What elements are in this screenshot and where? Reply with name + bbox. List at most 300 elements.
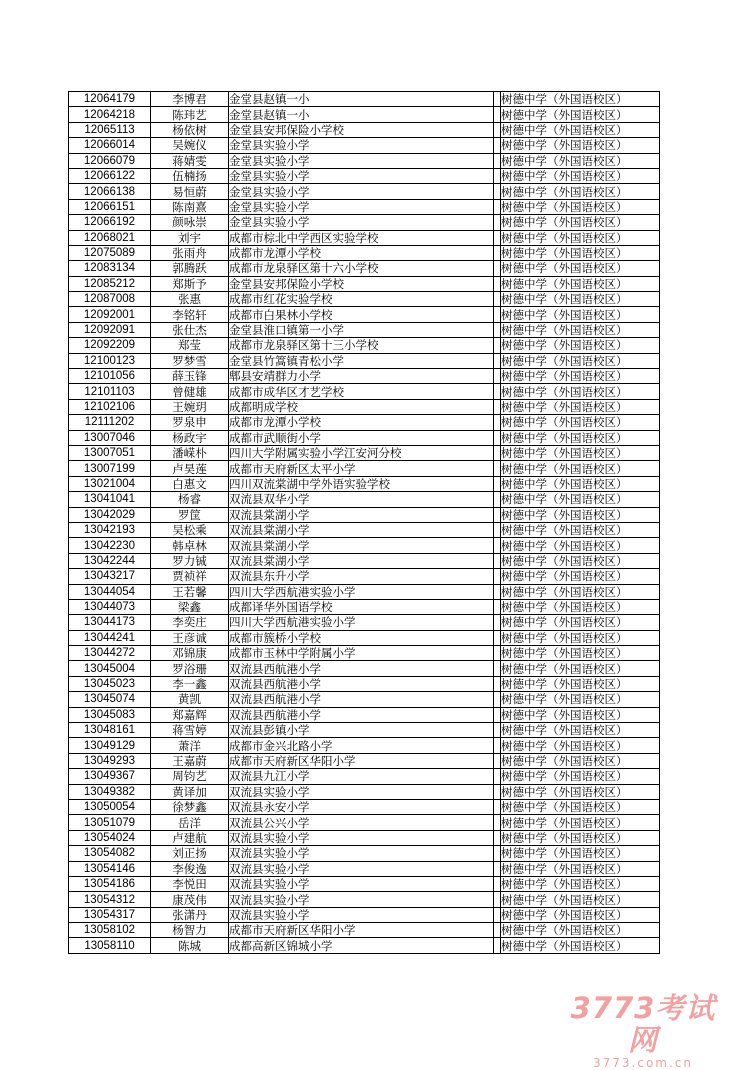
table-row <box>69 215 660 230</box>
destination-cell: 树德中学（外国语校区） <box>501 538 660 553</box>
student-name-cell: 蒋雪婷 <box>151 723 229 738</box>
student-id-cell: 12066079 <box>69 153 151 168</box>
school-cell: 双流县西航港小学 <box>229 676 494 691</box>
school-cell: 郫县安靖群力小学 <box>229 369 494 384</box>
school-cell: 双流县西航港小学 <box>229 707 494 722</box>
spacer-cell <box>494 338 501 353</box>
school-cell: 金堂县竹篙镇青松小学 <box>229 353 494 368</box>
destination-cell: 树德中学（外国语校区） <box>501 384 660 399</box>
spacer-cell <box>494 723 501 738</box>
student-name-cell: 王婉玥 <box>151 399 229 414</box>
school-cell: 双流县棠湖小学 <box>229 507 494 522</box>
student-name-cell: 罗筐 <box>151 507 229 522</box>
spacer-cell <box>494 215 501 230</box>
spacer-cell <box>494 938 501 953</box>
table-row <box>69 107 660 122</box>
student-id-cell: 13048161 <box>69 723 151 738</box>
student-name-cell: 王若馨 <box>151 584 229 599</box>
student-name-cell: 伍楠扬 <box>151 168 229 183</box>
school-cell: 双流县实验小学 <box>229 907 494 922</box>
student-id-cell: 12068021 <box>69 230 151 245</box>
school-cell: 成都市龙潭小学校 <box>229 415 494 430</box>
student-name-cell: 罗力铖 <box>151 553 229 568</box>
student-name-cell: 王嘉蔚 <box>151 753 229 768</box>
student-id-cell: 13042230 <box>69 538 151 553</box>
spacer-cell <box>494 907 501 922</box>
spacer-cell <box>494 584 501 599</box>
spacer-cell <box>494 646 501 661</box>
table-row <box>69 430 660 445</box>
destination-cell: 树德中学（外国语校区） <box>501 230 660 245</box>
student-name-cell: 白惠文 <box>151 476 229 491</box>
student-id-cell: 13049293 <box>69 753 151 768</box>
spacer-cell <box>494 892 501 907</box>
table-row <box>69 292 660 307</box>
student-id-cell: 13049382 <box>69 784 151 799</box>
student-name-cell: 岳洋 <box>151 815 229 830</box>
student-id-cell: 13049367 <box>69 769 151 784</box>
watermark-logo: 3773考试网 <box>570 991 716 1057</box>
spacer-cell <box>494 276 501 291</box>
student-name-cell: 李博君 <box>151 92 229 107</box>
table-row <box>69 938 660 953</box>
table-row <box>69 799 660 814</box>
destination-cell: 树德中学（外国语校区） <box>501 492 660 507</box>
table-row <box>69 846 660 861</box>
student-id-cell: 12102106 <box>69 399 151 414</box>
table-row <box>69 199 660 214</box>
destination-cell: 树德中学（外国语校区） <box>501 461 660 476</box>
destination-cell: 树德中学（外国语校区） <box>501 338 660 353</box>
student-id-cell: 12085212 <box>69 276 151 291</box>
table-row <box>69 892 660 907</box>
table-row <box>69 615 660 630</box>
school-cell: 双流县公兴小学 <box>229 815 494 830</box>
destination-cell: 树德中学（外国语校区） <box>501 938 660 953</box>
student-id-cell: 13054082 <box>69 846 151 861</box>
student-id-cell: 13042029 <box>69 507 151 522</box>
destination-cell: 树德中学（外国语校区） <box>501 184 660 199</box>
destination-cell: 树德中学（外国语校区） <box>501 846 660 861</box>
student-id-cell: 12100123 <box>69 353 151 368</box>
destination-cell: 树德中学（外国语校区） <box>501 476 660 491</box>
spacer-cell <box>494 369 501 384</box>
spacer-cell <box>494 553 501 568</box>
table-row <box>69 584 660 599</box>
student-name-cell: 刘宇 <box>151 230 229 245</box>
student-name-cell: 邓锦康 <box>151 646 229 661</box>
destination-cell: 树德中学（外国语校区） <box>501 646 660 661</box>
destination-cell: 树德中学（外国语校区） <box>501 245 660 260</box>
spacer-cell <box>494 199 501 214</box>
school-cell: 金堂县实验小学 <box>229 184 494 199</box>
destination-cell: 树德中学（外国语校区） <box>501 769 660 784</box>
student-id-cell: 13021004 <box>69 476 151 491</box>
school-cell: 双流县实验小学 <box>229 892 494 907</box>
spacer-cell <box>494 799 501 814</box>
destination-cell: 树德中学（外国语校区） <box>501 353 660 368</box>
destination-cell: 树德中学（外国语校区） <box>501 599 660 614</box>
school-cell: 成都市天府新区华阳小学 <box>229 753 494 768</box>
student-id-cell: 13044272 <box>69 646 151 661</box>
table-row <box>69 923 660 938</box>
student-name-cell: 李一鑫 <box>151 676 229 691</box>
student-name-cell: 李悦田 <box>151 876 229 891</box>
student-name-cell: 徐梦鑫 <box>151 799 229 814</box>
destination-cell: 树德中学（外国语校区） <box>501 815 660 830</box>
spacer-cell <box>494 322 501 337</box>
spacer-cell <box>494 292 501 307</box>
table-row <box>69 676 660 691</box>
school-cell: 双流县棠湖小学 <box>229 538 494 553</box>
student-id-cell: 13042244 <box>69 553 151 568</box>
destination-cell: 树德中学（外国语校区） <box>501 692 660 707</box>
school-cell: 成都市棕北中学西区实验学校 <box>229 230 494 245</box>
school-cell: 成都译华外国语学校 <box>229 599 494 614</box>
table-row <box>69 307 660 322</box>
table-row <box>69 707 660 722</box>
student-name-cell: 罗梦雪 <box>151 353 229 368</box>
student-name-cell: 张雨舟 <box>151 245 229 260</box>
destination-cell: 树德中学（外国语校区） <box>501 261 660 276</box>
school-cell: 双流县实验小学 <box>229 876 494 891</box>
destination-cell: 树德中学（外国语校区） <box>501 630 660 645</box>
spacer-cell <box>494 569 501 584</box>
student-name-cell: 吴婉仪 <box>151 138 229 153</box>
school-cell: 双流县东升小学 <box>229 569 494 584</box>
student-id-cell: 12101103 <box>69 384 151 399</box>
destination-cell: 树德中学（外国语校区） <box>501 507 660 522</box>
table-row <box>69 476 660 491</box>
spacer-cell <box>494 261 501 276</box>
table-row <box>69 230 660 245</box>
table-row <box>69 738 660 753</box>
spacer-cell <box>494 861 501 876</box>
table-row <box>69 184 660 199</box>
destination-cell: 树德中学（外国语校区） <box>501 738 660 753</box>
table-row <box>69 723 660 738</box>
table-row <box>69 415 660 430</box>
table-row <box>69 661 660 676</box>
spacer-cell <box>494 692 501 707</box>
student-name-cell: 罗泉申 <box>151 415 229 430</box>
student-name-cell: 张惠 <box>151 292 229 307</box>
school-cell: 四川大学西航港实验小学 <box>229 615 494 630</box>
destination-cell: 树德中学（外国语校区） <box>501 322 660 337</box>
school-cell: 双流县彭镇小学 <box>229 723 494 738</box>
spacer-cell <box>494 107 501 122</box>
student-name-cell: 张仕杰 <box>151 322 229 337</box>
school-cell: 成都市武顺街小学 <box>229 430 494 445</box>
student-name-cell: 吴松乘 <box>151 522 229 537</box>
destination-cell: 树德中学（外国语校区） <box>501 784 660 799</box>
school-cell: 成都市龙潭小学校 <box>229 245 494 260</box>
student-id-cell: 12111202 <box>69 415 151 430</box>
watermark <box>558 991 728 1070</box>
student-name-cell: 梁鑫 <box>151 599 229 614</box>
school-cell: 双流县九江小学 <box>229 769 494 784</box>
destination-cell: 树德中学（外国语校区） <box>501 707 660 722</box>
destination-cell: 树德中学（外国语校区） <box>501 799 660 814</box>
spacer-cell <box>494 769 501 784</box>
student-name-cell: 潘嵘朴 <box>151 445 229 460</box>
student-name-cell: 陈玮艺 <box>151 107 229 122</box>
school-cell: 金堂县安邦保险小学校 <box>229 276 494 291</box>
school-cell: 双流县实验小学 <box>229 861 494 876</box>
school-cell: 成都市玉林中学附属小学 <box>229 646 494 661</box>
student-id-cell: 13054186 <box>69 876 151 891</box>
student-id-cell: 13044054 <box>69 584 151 599</box>
destination-cell: 树德中学（外国语校区） <box>501 615 660 630</box>
destination-cell: 树德中学（外国语校区） <box>501 92 660 107</box>
student-name-cell: 李铭轩 <box>151 307 229 322</box>
table-row <box>69 753 660 768</box>
table-row <box>69 461 660 476</box>
table-row <box>69 338 660 353</box>
student-id-cell: 13050054 <box>69 799 151 814</box>
spacer-cell <box>494 661 501 676</box>
student-name-cell: 卢建航 <box>151 830 229 845</box>
table-row <box>69 168 660 183</box>
student-name-cell: 郑斯予 <box>151 276 229 291</box>
student-name-cell: 黄译加 <box>151 784 229 799</box>
student-id-cell: 13058102 <box>69 923 151 938</box>
destination-cell: 树德中学（外国语校区） <box>501 292 660 307</box>
student-name-cell: 郑嘉辉 <box>151 707 229 722</box>
student-name-cell: 韩卓林 <box>151 538 229 553</box>
school-cell: 金堂县赵镇一小 <box>229 92 494 107</box>
roster-body <box>69 92 660 954</box>
spacer-cell <box>494 830 501 845</box>
student-name-cell: 陈城 <box>151 938 229 953</box>
spacer-cell <box>494 168 501 183</box>
school-cell: 四川大学西航港实验小学 <box>229 584 494 599</box>
student-name-cell: 蒋婧雯 <box>151 153 229 168</box>
destination-cell: 树德中学（外国语校区） <box>501 861 660 876</box>
school-cell: 金堂县实验小学 <box>229 215 494 230</box>
school-cell: 金堂县实验小学 <box>229 138 494 153</box>
table-row <box>69 538 660 553</box>
table-row <box>69 276 660 291</box>
destination-cell: 树德中学（外国语校区） <box>501 676 660 691</box>
table-row <box>69 138 660 153</box>
table-row <box>69 245 660 260</box>
spacer-cell <box>494 138 501 153</box>
student-name-cell: 易恒蔚 <box>151 184 229 199</box>
destination-cell: 树德中学（外国语校区） <box>501 122 660 137</box>
destination-cell: 树德中学（外国语校区） <box>501 415 660 430</box>
table-row <box>69 369 660 384</box>
school-cell: 双流县永安小学 <box>229 799 494 814</box>
spacer-cell <box>494 230 501 245</box>
student-id-cell: 13054317 <box>69 907 151 922</box>
destination-cell: 树德中学（外国语校区） <box>501 522 660 537</box>
destination-cell: 树德中学（外国语校区） <box>501 892 660 907</box>
spacer-cell <box>494 307 501 322</box>
table-row <box>69 553 660 568</box>
student-id-cell: 13058110 <box>69 938 151 953</box>
student-id-cell: 12101056 <box>69 369 151 384</box>
destination-cell: 树德中学（外国语校区） <box>501 168 660 183</box>
student-name-cell: 杨依树 <box>151 122 229 137</box>
watermark-url: 3773.com.cn <box>593 1056 693 1070</box>
destination-cell: 树德中学（外国语校区） <box>501 723 660 738</box>
school-cell: 金堂县实验小学 <box>229 199 494 214</box>
student-id-cell: 12083134 <box>69 261 151 276</box>
student-id-cell: 12064218 <box>69 107 151 122</box>
school-cell: 成都市龙泉驿区第十三小学校 <box>229 338 494 353</box>
school-cell: 双流县实验小学 <box>229 784 494 799</box>
table-row <box>69 569 660 584</box>
school-cell: 金堂县赵镇一小 <box>229 107 494 122</box>
spacer-cell <box>494 846 501 861</box>
student-name-cell: 薛玉锋 <box>151 369 229 384</box>
spacer-cell <box>494 676 501 691</box>
spacer-cell <box>494 245 501 260</box>
spacer-cell <box>494 815 501 830</box>
spacer-cell <box>494 122 501 137</box>
spacer-cell <box>494 445 501 460</box>
spacer-cell <box>494 399 501 414</box>
table-row <box>69 861 660 876</box>
student-id-cell: 13049129 <box>69 738 151 753</box>
student-name-cell: 张潇丹 <box>151 907 229 922</box>
table-row <box>69 122 660 137</box>
table-row <box>69 492 660 507</box>
school-cell: 成都市成华区才艺学校 <box>229 384 494 399</box>
student-id-cell: 12065113 <box>69 122 151 137</box>
spacer-cell <box>494 492 501 507</box>
table-row <box>69 815 660 830</box>
student-id-cell: 13045004 <box>69 661 151 676</box>
student-name-cell: 曾健雄 <box>151 384 229 399</box>
school-cell: 成都市龙泉驿区第十六小学校 <box>229 261 494 276</box>
spacer-cell <box>494 615 501 630</box>
student-name-cell: 郭腾跃 <box>151 261 229 276</box>
table-row <box>69 646 660 661</box>
destination-cell: 树德中学（外国语校区） <box>501 830 660 845</box>
spacer-cell <box>494 630 501 645</box>
spacer-cell <box>494 92 501 107</box>
school-cell: 金堂县实验小学 <box>229 153 494 168</box>
school-cell: 成都市白果林小学校 <box>229 307 494 322</box>
table-row <box>69 399 660 414</box>
student-id-cell: 13044241 <box>69 630 151 645</box>
student-name-cell: 杨政宇 <box>151 430 229 445</box>
table-row <box>69 599 660 614</box>
spacer-cell <box>494 923 501 938</box>
student-id-cell: 13054312 <box>69 892 151 907</box>
spacer-cell <box>494 784 501 799</box>
school-cell: 双流县西航港小学 <box>229 692 494 707</box>
student-id-cell: 13043217 <box>69 569 151 584</box>
spacer-cell <box>494 476 501 491</box>
school-cell: 成都市红花实验学校 <box>229 292 494 307</box>
spacer-cell <box>494 876 501 891</box>
school-cell: 金堂县实验小学 <box>229 168 494 183</box>
destination-cell: 树德中学（外国语校区） <box>501 153 660 168</box>
student-id-cell: 13045074 <box>69 692 151 707</box>
student-id-cell: 13041041 <box>69 492 151 507</box>
spacer-cell <box>494 353 501 368</box>
student-id-cell: 13007046 <box>69 430 151 445</box>
student-id-cell: 12087008 <box>69 292 151 307</box>
spacer-cell <box>494 430 501 445</box>
table-row <box>69 507 660 522</box>
roster-sheet <box>68 91 654 954</box>
student-id-cell: 12066014 <box>69 138 151 153</box>
student-id-cell: 12092001 <box>69 307 151 322</box>
destination-cell: 树德中学（外国语校区） <box>501 907 660 922</box>
destination-cell: 树德中学（外国语校区） <box>501 399 660 414</box>
student-id-cell: 12064179 <box>69 92 151 107</box>
spacer-cell <box>494 461 501 476</box>
school-cell: 双流县实验小学 <box>229 846 494 861</box>
spacer-cell <box>494 384 501 399</box>
table-row <box>69 153 660 168</box>
spacer-cell <box>494 538 501 553</box>
school-cell: 四川大学附属实验小学江安河分校 <box>229 445 494 460</box>
table-row <box>69 769 660 784</box>
school-cell: 成都市金兴北路小学 <box>229 738 494 753</box>
destination-cell: 树德中学（外国语校区） <box>501 569 660 584</box>
spacer-cell <box>494 507 501 522</box>
student-id-cell: 13054146 <box>69 861 151 876</box>
table-row <box>69 830 660 845</box>
student-name-cell: 李俊逸 <box>151 861 229 876</box>
student-id-cell: 13007051 <box>69 445 151 460</box>
student-id-cell: 13051079 <box>69 815 151 830</box>
spacer-cell <box>494 153 501 168</box>
spacer-cell <box>494 738 501 753</box>
table-row <box>69 907 660 922</box>
student-name-cell: 罗浴珊 <box>151 661 229 676</box>
spacer-cell <box>494 753 501 768</box>
table-row <box>69 876 660 891</box>
destination-cell: 树德中学（外国语校区） <box>501 199 660 214</box>
school-cell: 成都高新区锦城小学 <box>229 938 494 953</box>
student-id-cell: 13054024 <box>69 830 151 845</box>
school-cell: 双流县双华小学 <box>229 492 494 507</box>
table-row <box>69 692 660 707</box>
table-row <box>69 92 660 107</box>
destination-cell: 树德中学（外国语校区） <box>501 923 660 938</box>
destination-cell: 树德中学（外国语校区） <box>501 138 660 153</box>
table-row <box>69 522 660 537</box>
school-cell: 双流县棠湖小学 <box>229 522 494 537</box>
school-cell: 双流县西航港小学 <box>229 661 494 676</box>
destination-cell: 树德中学（外国语校区） <box>501 753 660 768</box>
destination-cell: 树德中学（外国语校区） <box>501 445 660 460</box>
student-name-cell: 杨智力 <box>151 923 229 938</box>
destination-cell: 树德中学（外国语校区） <box>501 215 660 230</box>
destination-cell: 树德中学（外国语校区） <box>501 430 660 445</box>
student-id-cell: 13044173 <box>69 615 151 630</box>
student-id-cell: 12066151 <box>69 199 151 214</box>
student-id-cell: 12066122 <box>69 168 151 183</box>
table-row <box>69 353 660 368</box>
table-row <box>69 261 660 276</box>
student-id-cell: 13007199 <box>69 461 151 476</box>
student-name-cell: 康茂伟 <box>151 892 229 907</box>
table-row <box>69 630 660 645</box>
table-row <box>69 384 660 399</box>
student-id-cell: 12075089 <box>69 245 151 260</box>
student-name-cell: 王彦诚 <box>151 630 229 645</box>
table-row <box>69 784 660 799</box>
student-name-cell: 萧洋 <box>151 738 229 753</box>
school-cell: 成都市簇桥小学校 <box>229 630 494 645</box>
